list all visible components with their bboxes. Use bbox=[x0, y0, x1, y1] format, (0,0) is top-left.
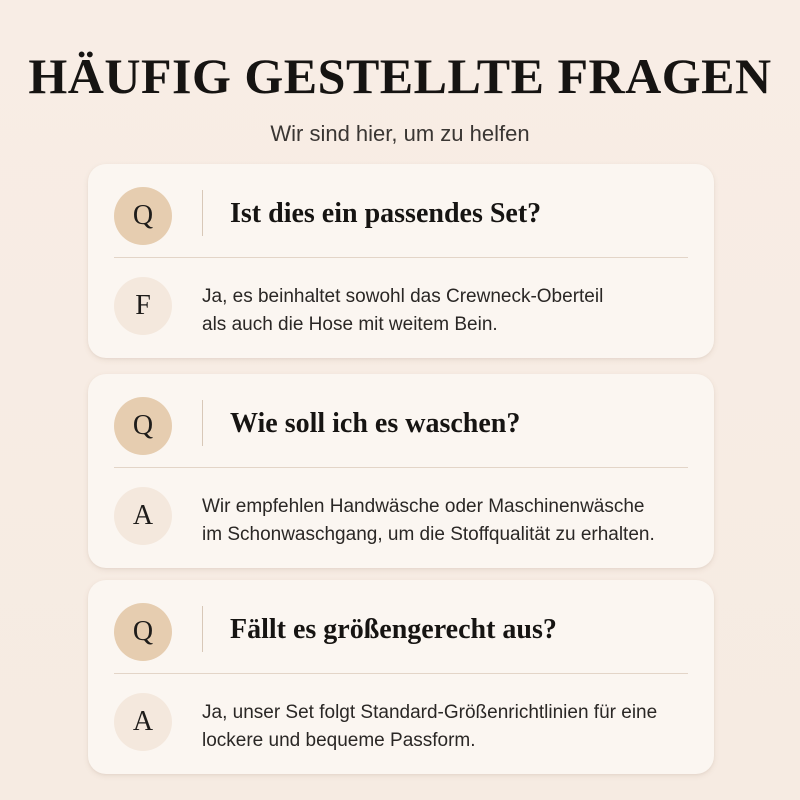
answer-line: lockere und bequeme Passform. bbox=[202, 730, 476, 751]
faq-answer bbox=[202, 283, 698, 339]
answer-line: als auch die Hose mit weitem Bein. bbox=[202, 314, 498, 335]
page-subtitle: Wir sind hier, um zu helfen bbox=[270, 121, 530, 146]
faq-answer bbox=[202, 699, 698, 755]
question-badge: Q bbox=[114, 187, 172, 245]
faq-answer bbox=[202, 493, 698, 549]
divider bbox=[114, 673, 688, 674]
answer-line: Ja, unser Set folgt Standard-Größenrichtlinien für eine bbox=[202, 702, 658, 723]
divider-vertical bbox=[202, 400, 203, 446]
answer-badge: F bbox=[114, 277, 172, 335]
divider-vertical bbox=[202, 606, 203, 652]
answer-badge: A bbox=[114, 693, 172, 751]
faq-card[interactable] bbox=[88, 580, 714, 774]
divider bbox=[114, 257, 688, 258]
divider-vertical bbox=[202, 190, 203, 236]
answer-line: Wir empfehlen Handwäsche oder Maschinenwäsche bbox=[202, 496, 645, 517]
divider bbox=[114, 467, 688, 468]
faq-question: Wie soll ich es waschen? bbox=[230, 408, 521, 439]
faq-question: Fällt es größengerecht aus? bbox=[230, 614, 557, 645]
faq-card[interactable] bbox=[88, 374, 714, 568]
faq-card[interactable] bbox=[88, 164, 714, 358]
question-badge: Q bbox=[114, 397, 172, 455]
answer-badge: A bbox=[114, 487, 172, 545]
faq-question: Ist dies ein passendes Set? bbox=[230, 198, 542, 229]
page-title: HÄUFIG GESTELLTE FRAGEN bbox=[28, 48, 772, 104]
answer-line: Ja, es beinhaltet sowohl das Crewneck-Oberteil bbox=[202, 286, 604, 307]
question-badge: Q bbox=[114, 603, 172, 661]
answer-line: im Schonwaschgang, um die Stoffqualität zu erhalten. bbox=[202, 524, 655, 545]
